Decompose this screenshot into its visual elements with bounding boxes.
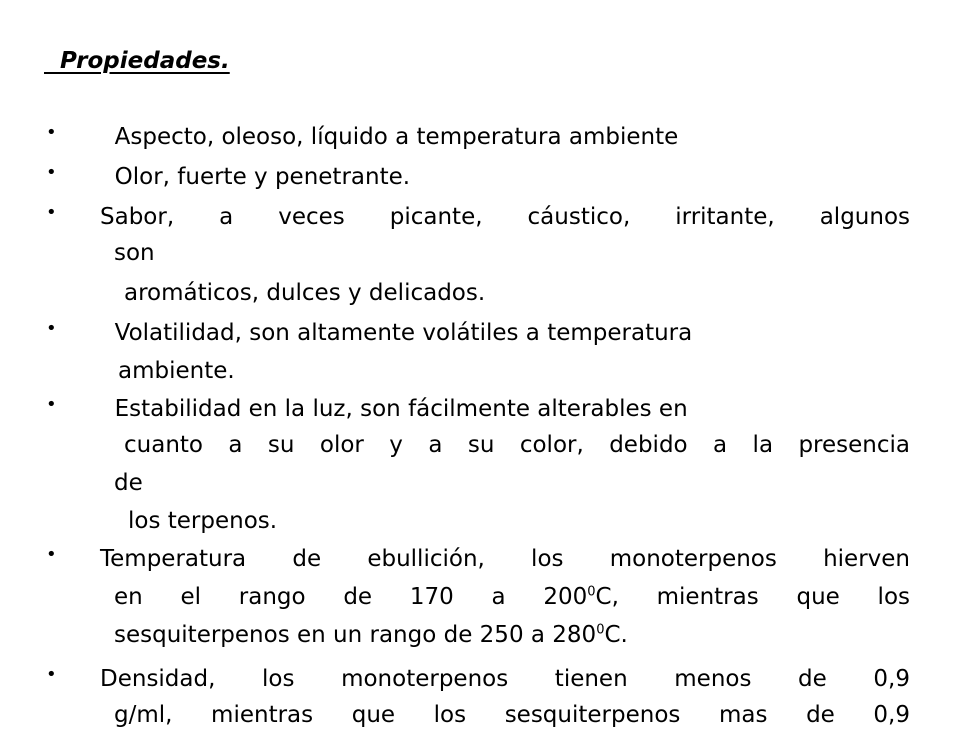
line-volatilidad: Volatilidad, son altamente volátiles a temperatura — [100, 320, 693, 346]
bullet-icon: • — [46, 122, 57, 143]
line-temperatura: Temperatura de ebullición, los monoterpenos hierven — [100, 546, 910, 572]
bullet-icon: • — [46, 394, 57, 415]
line-estabilidad-cont-2: de — [114, 470, 143, 496]
bullet-icon: • — [46, 318, 57, 339]
bullet-icon: • — [46, 664, 57, 685]
bullet-icon: • — [46, 162, 57, 183]
line-sabor-cont-2: aromáticos, dulces y delicados. — [124, 280, 486, 306]
line-olor: Olor, fuerte y penetrante. — [100, 164, 411, 190]
line-temperatura-cont-1: en el rango de 170 a $200^0C$, mientras que los — [114, 584, 910, 610]
line-estabilidad-cont-1: cuanto a su olor y a su color, debido a la presencia — [124, 432, 910, 458]
bullet-icon: • — [46, 544, 57, 565]
section-title: Propiedades. — [44, 48, 230, 74]
line-volatilidad-cont: ambiente. — [118, 358, 235, 384]
degree-mark: 0 — [587, 584, 596, 600]
line-temperatura-cont-2: sesquiterpenos en un rango de 250 a $280^0C$. — [114, 622, 628, 648]
bullet-icon: • — [46, 202, 57, 223]
line-aspecto: Aspecto, oleoso, líquido a temperatura ambiente — [100, 124, 679, 150]
line-densidad: Densidad, los monoterpenos tienen menos de 0,9 — [100, 666, 910, 692]
line-sabor-cont-1: son — [114, 240, 155, 266]
line-densidad-cont: g/ml, mientras que los sesquiterpenos mas de 0,9 — [114, 702, 910, 728]
degree-mark: 0 — [596, 622, 605, 638]
line-estabilidad-cont-3: los terpenos. — [128, 508, 278, 534]
line-estabilidad: Estabilidad en la luz, son fácilmente alterables en — [100, 396, 688, 422]
line-sabor: Sabor, a veces picante, cáustico, irritante, algunos — [100, 204, 910, 230]
